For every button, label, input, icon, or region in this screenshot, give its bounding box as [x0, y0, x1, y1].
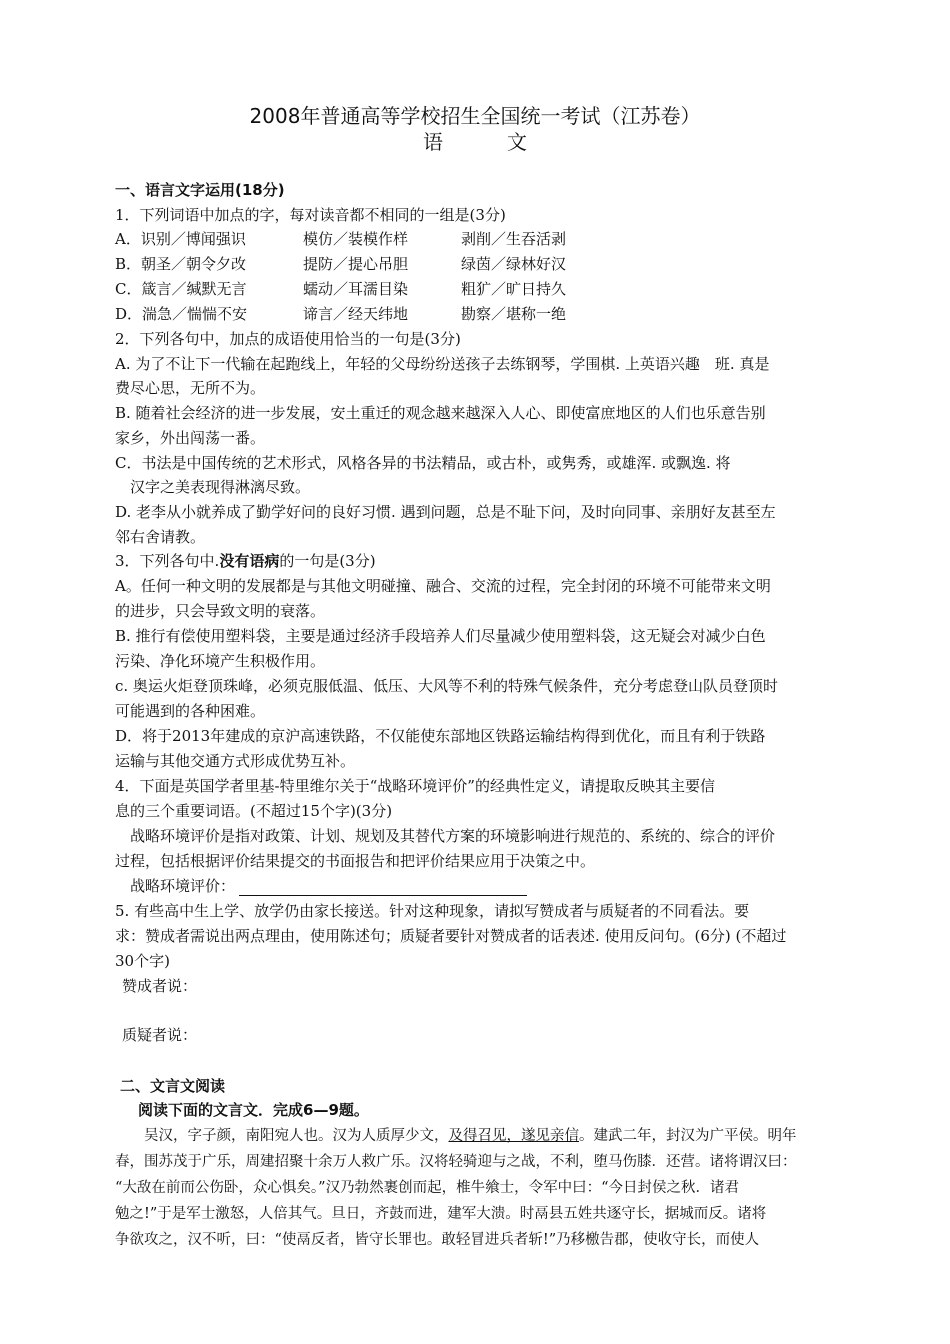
q4-answer-label: 战略环境评价：	[130, 877, 236, 895]
q3-option-c-line1: c. 奥运火炬登顶珠峰，必须克服低温、低压、大风等不利的特殊气候条件，充分考虑登山队员登顶时	[115, 677, 778, 695]
q1-option-d: D．湍急／惴惴不安 谛言／经天纬地 勘察／堪称一绝	[115, 305, 567, 323]
subject-title: 语文	[423, 130, 591, 154]
q1-option-b: B．朝圣／朝令夕改 提防／提心吊胆 绿茵／绿林好汉	[115, 255, 567, 273]
exam-title: 2008年普通高等学校招生全国统一考试（江苏卷）	[249, 104, 701, 128]
q3-option-b-line2: 污染、净化环境产生积极作用。	[115, 652, 326, 670]
q2-option-c-line2: 汉字之美表现得淋漓尽致。	[130, 478, 311, 496]
classical-line1: 吴汉，字子颜，南阳宛人也。汉为人质厚少文，及得召见，遂见亲信。建武二年，封汉为广平侯。明年	[115, 1128, 797, 1144]
q4-answer-blank[interactable]	[239, 880, 527, 896]
q4-stem-line2: 息的三个重要词语。(不超过15个字)(3分)	[115, 802, 393, 820]
q2-option-b-line1: B. 随着社会经济的进一步发展，安土重迁的观念越来越深入人心、即使富庶地区的人们也乐意告别	[115, 404, 766, 422]
q2-option-a-line1: A. 为了不让下一代输在起跑线上，年轻的父母纷纷送孩子去练钢琴，学围棋. 上英语兴趣 班. 真是	[115, 355, 770, 373]
q5-stem-line2: 求：赞成者需说出两点理由，使用陈述句；质疑者要针对赞成者的话表述. 使用反问句。(6分) (不超过	[115, 927, 787, 945]
q4-passage-line1: 战略环境评价是指对政策、计划、规划及其替代方案的环境影响进行规范的、系统的、综合的评价	[130, 827, 776, 845]
q4-stem-line1: 4．下面是英国学者里基-特里维尔关于“战略环境评价”的经典性定义，请提取反映其主要信	[115, 777, 715, 795]
q2-option-c-line1: C．书法是中国传统的艺术形式，风格各异的书法精品，或古朴，或隽秀，或雄浑. 或飘逸. 将	[115, 454, 731, 472]
classical-line4: 勉之!”于是军士激怒，人倍其气。旦日，齐鼓而进，建军大溃。时鬲县五姓共逐守长，据城而反。诸将	[115, 1206, 767, 1222]
q5-con-label: 质疑者说：	[122, 1026, 198, 1044]
classical-line2: 春，围苏茂于广乐，周建招聚十余万人救广乐。汉将轻骑迎与之战，不利，堕马伤膝．还营。诸将谓汉曰：	[115, 1154, 797, 1170]
q4-passage-line2: 过程，包括根据评价结果提交的书面报告和把评价结果应用于决策之中。	[115, 852, 596, 870]
q1-option-a: A．识别／博闻强识 模仿／装模作样 剥削／生吞活剥	[115, 230, 567, 248]
q3-option-a-line2: 的进步，只会导致文明的衰落。	[115, 602, 326, 620]
q3-option-d-line2: 运输与其他交通方式形成优势互补。	[115, 752, 356, 770]
q3-stem: 3．下列各句中.没有语病的一句是(3分)	[115, 552, 376, 570]
q2-option-a-line2: 费尽心思，无所不为。	[115, 379, 266, 397]
section2-instruction: 阅读下面的文言文．完成6—9题。	[138, 1101, 369, 1119]
q2-option-d-line2: 邻右舍请教。	[115, 528, 206, 546]
q1-stem: 1．下列词语中加点的字，每对读音都不相同的一组是(3分)	[115, 206, 506, 224]
q5-stem-line3: 30个字)	[115, 952, 170, 970]
section1-heading: 一、语言文字运用(18分)	[115, 181, 285, 199]
q2-option-d-line1: D. 老李从小就养成了勤学好问的良好习惯. 遇到问题，总是不耻下问，及时向同事、亲朋好友甚至左	[115, 503, 776, 521]
q3-option-d-line1: D．将于2013年建成的京沪高速铁路，不仅能使东部地区铁路运输结构得到优化，而且有利于铁路	[115, 727, 766, 745]
q3-option-c-line2: 可能遇到的各种困难。	[115, 702, 266, 720]
classical-line5: 争欲攻之，汉不听，曰：“使鬲反者，皆守长罪也。敢轻冒进兵者斩!”乃移檄告郡，使收守长，而使人	[115, 1232, 760, 1248]
q1-option-c: C．箴言／缄默无言 蠕动／耳濡目染 粗犷／旷日持久	[115, 280, 567, 298]
q3-option-b-line1: B. 推行有偿使用塑料袋，主要是通过经济手段培养人们尽量减少使用塑料袋，这无疑会对减少白色	[115, 627, 766, 645]
q4-answer-row	[130, 876, 527, 896]
underlined-sentence: 及得召见，遂见亲信	[448, 1128, 579, 1144]
q5-pro-label: 赞成者说：	[122, 977, 198, 995]
section2-heading: 二、文言文阅读	[120, 1077, 226, 1095]
q2-stem: 2．下列各句中，加点的成语使用恰当的一句是(3分)	[115, 330, 461, 348]
q5-stem-line1: 5. 有些高中生上学、放学仍由家长接送。针对这种现象，请拟写赞成者与质疑者的不同看法。要	[115, 902, 750, 920]
classical-line3: “大敌在前而公伤卧，众心惧矣。”汉乃勃然裹创而起，椎牛飨士，令军中曰：“今日封侯之秋．诸君	[115, 1180, 739, 1196]
q3-option-a-line1: A。任何一种文明的发展都是与其他文明碰撞、融合、交流的过程，完全封闭的环境不可能带来文明	[115, 577, 771, 595]
q2-option-b-line2: 家乡，外出闯荡一番。	[115, 429, 266, 447]
